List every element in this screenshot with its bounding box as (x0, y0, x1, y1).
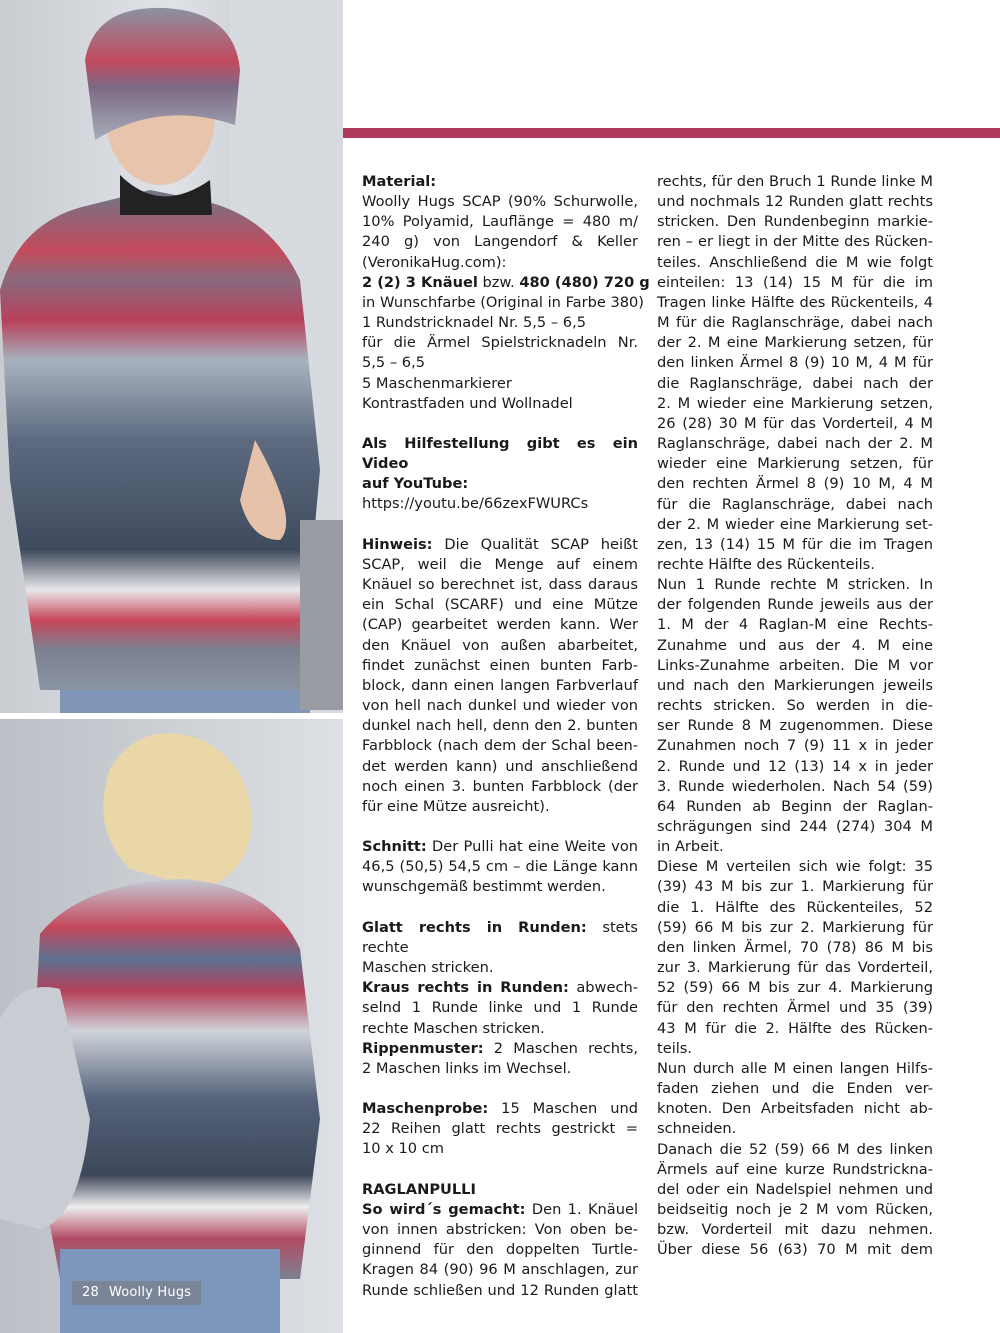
text-line: (59) 66 M bis zur 2. Markierung für (657, 918, 933, 936)
text-fragment: Die Qualität SCAP heißt (432, 535, 638, 553)
text-line: Raglanschräge, dabei nach der 2. M (657, 435, 933, 453)
amount-skeins: 2 (2) 3 Knäuel (362, 273, 478, 291)
text-line: Nun durch alle M einen langen Hilfs- (657, 1059, 933, 1077)
text-line: 10% Polyamid, Lauflänge = 480 m/ (362, 213, 638, 231)
text-line: Maschen stricken. (362, 959, 494, 977)
page-number: 28 (82, 1285, 99, 1300)
magazine-name: Woolly Hugs (108, 1285, 192, 1300)
text-line: stricken. Den Rundenbeginn markie- (657, 213, 933, 231)
text-line: rechte Hälfte des Rückenteils. (657, 555, 875, 573)
text-line: für die Raglanschräge, dabei nach (657, 495, 933, 513)
section-heading: Glatt rechts in Runden: (362, 918, 587, 936)
text-line (362, 1099, 638, 1119)
section-material (362, 172, 638, 273)
text-line: der folgenden Runde jeweils aus der (657, 596, 933, 614)
section-kraus-rechts (362, 978, 638, 1038)
text-line: für eine Mütze ausreicht). (362, 797, 550, 815)
text-line: rechte Maschen stricken. (362, 1019, 545, 1037)
text-line: 5 Maschenmarkierer (362, 374, 512, 392)
text-line: von hell nach dunkel und wieder von (362, 697, 638, 715)
text-line: Farbblock (nach dem der Schal been- (362, 737, 638, 755)
text-line: Zunahme und aus der 4. M eine (657, 636, 933, 654)
text-line: Knäuel so berechnet ist, dass daraus (362, 576, 638, 594)
section-heading: auf YouTube: (362, 475, 469, 493)
text-line: wunschgemäß bestimmt werden. (362, 878, 606, 896)
text-line: 240 g) von Langendorf & Keller (362, 233, 638, 251)
text-line: 2. Runde und 12 (13) 14 x in jeder (657, 757, 933, 775)
text-line: selnd 1 Runde linke und 1 Runde (362, 999, 638, 1017)
text-line: und nach den Markierungen jeweils (657, 676, 933, 694)
amount-grams: 480 (480) 720 g (519, 273, 650, 291)
text-line: teiles. Anschließend die M wie folgt (657, 253, 933, 271)
section-heading: Maschenprobe: (362, 1100, 489, 1118)
text-line: ein Schal (SCARF) und eine Mütze (362, 596, 638, 614)
text-line: Kontrastfaden und Wollnadel (362, 394, 573, 412)
section-amount (362, 273, 650, 414)
photo-front-illustration (0, 0, 343, 713)
text-line: SCAP, weil die Menge auf einem (362, 555, 638, 573)
text-line: 22 Reihen glatt rechts gestrickt = (362, 1120, 638, 1138)
photo-column (0, 0, 343, 1333)
section-heading: Als Hilfestellung gibt es ein Video (362, 435, 638, 473)
text-line: den linken Ärmel, 70 (78) 86 M bis (657, 938, 933, 956)
section-raglanpulli (362, 1180, 638, 1301)
text-line: 2. M wieder eine Markierung setzen, (657, 394, 933, 412)
text-line: del oder ein Nadelspiel nehmen und (657, 1180, 933, 1198)
text-line: 46,5 (50,5) 54,5 cm – die Länge kann (362, 858, 638, 876)
text-line: Danach die 52 (59) 66 M des linken (657, 1140, 933, 1158)
text-line: die 1. Hälfte des Rückenteiles, 52 (657, 898, 933, 916)
page-folio (72, 1281, 201, 1305)
text-line: M für die Raglanschräge, dabei nach (657, 314, 933, 332)
text-line: Kragen 84 (90) 96 M anschlagen, zur (362, 1261, 638, 1279)
text-column-left (362, 172, 650, 1301)
text-line: schneiden. (657, 1120, 737, 1138)
text-line: ginnend für den doppelten Turtle- (362, 1241, 638, 1259)
text-line: Tragen linke Hälfte des Rückenteils, 4 (657, 293, 933, 311)
text-line: zen, 13 (14) 15 M für die im Tragen (657, 535, 933, 553)
section-video (362, 434, 638, 515)
accent-bar (343, 128, 1000, 138)
text-line: rechts stricken. So werden in die- (657, 697, 933, 715)
section-heading: Schnitt: (362, 838, 427, 856)
text-line: und nochmals 12 Runden glatt rechts (657, 193, 933, 211)
text-line: ser Runde 8 M zugenommen. Diese (657, 717, 933, 735)
text-line: Über diese 56 (63) 70 M mit dem (657, 1241, 933, 1259)
section-hinweis (362, 535, 638, 817)
text-line: Diese M verteilen sich wie folgt: 35 (657, 858, 933, 876)
text-line: block, dann einen langen Farbverlauf (362, 676, 638, 694)
text-fragment: abwech- (568, 979, 638, 997)
text-line: 26 (28) 30 M für das Vorderteil, 4 M (657, 414, 933, 432)
section-heading: So wird´s gemacht: (362, 1200, 526, 1218)
section-heading: Material: (362, 173, 437, 190)
text-fragment: stets rechte (362, 918, 638, 956)
text-line: 43 M für die 2. Hälfte des Rücken- (657, 1019, 933, 1037)
text-line: bzw. Vorderteil mit dazu nehmen. (657, 1221, 933, 1239)
text-line: von innen abstricken: Von oben be- (362, 1221, 638, 1239)
text-line: 3. Runde wiederholen. Nach 54 (59) (657, 777, 933, 795)
text-fragment: Den 1. Knäuel (525, 1200, 638, 1218)
text-line: det werden kann) und anschließend (362, 757, 638, 775)
text-line: den Knäuel von außen abarbeitet, (362, 636, 638, 654)
text-line: Runde schließen und 12 Runden glatt (362, 1281, 638, 1299)
text-line: 1. M der 4 Raglan-M eine Rechts- (657, 616, 933, 634)
section-heading: Hinweis: (362, 535, 433, 553)
video-link[interactable]: https://youtu.be/66zexFWURCs (362, 495, 589, 513)
text-line: den linken Ärmel 8 (9) 10 M, 4 M für (657, 354, 933, 372)
text-line: noch einen 3. bunten Farbblock (der (362, 777, 638, 795)
text-line (362, 1039, 638, 1059)
text-line: in Wunschfarbe (Original in Farbe 380) (362, 293, 644, 311)
text-line: Ärmels auf eine kurze Rundstrickna- (657, 1160, 933, 1178)
text-line: den rechten Ärmel 8 (9) 10 M, 4 M (657, 475, 933, 493)
text-line: 5,5 – 6,5 (362, 354, 425, 372)
text-line: rechts, für den Bruch 1 Runde linke M (657, 173, 933, 190)
text-fragment: Der Pulli hat eine Weite von (426, 838, 638, 856)
text-line: in Arbeit. (657, 838, 724, 856)
text-line (362, 535, 638, 555)
text-line: der 2. M eine Markierung setzen, für (657, 334, 933, 352)
section-glatt-rechts (362, 918, 638, 978)
amount-connector: bzw. (477, 273, 520, 291)
photo-back-view (0, 719, 343, 1333)
text-line: 10 x 10 cm (362, 1140, 444, 1158)
text-line: einteilen: 13 (14) 15 M für die im (657, 273, 933, 291)
text-line: Links-Zunahme arbeiten. Die M vor (657, 656, 933, 674)
text-line: schrägungen sind 244 (274) 304 M (657, 818, 933, 835)
text-line: der 2. M wieder eine Markierung set- (657, 515, 933, 533)
text-line: teils. (657, 1039, 693, 1057)
text-line: ren – er liegt in der Mitte des Rücken- (657, 233, 933, 251)
text-line: beidseitig noch je 2 M vom Rücken, (657, 1200, 933, 1218)
text-line: findet zunächst einen bunten Farb- (362, 656, 638, 674)
text-line: zur 3. Markierung für das Vorderteil, (657, 959, 933, 977)
text-line (362, 837, 638, 857)
text-line: (CAP) gearbeitet werden kann. Wer (362, 616, 638, 634)
text-line: dunkel nach hell, denn den 2. bunten (362, 717, 638, 735)
text-line: für den rechten Ärmel und 35 (39) (657, 999, 933, 1017)
text-line: faden ziehen und die Enden ver- (657, 1080, 933, 1098)
section-title: RAGLANPULLI (362, 1180, 476, 1198)
section-heading: Rippenmuster: (362, 1039, 484, 1057)
photo-front-view (0, 0, 343, 713)
section-heading: Kraus rechts in Runden: (362, 979, 569, 997)
text-line: knoten. Den Arbeitsfaden nicht ab- (657, 1100, 933, 1118)
text-line: (39) 43 M bis zur 1. Markierung für (657, 878, 933, 896)
text-line: die Raglanschräge, dabei nach der (657, 374, 933, 392)
text-line: 2 Maschen links im Wechsel. (362, 1059, 572, 1077)
text-line: Nun 1 Runde rechte M stricken. In (657, 576, 933, 594)
text-fragment: 15 Maschen und (488, 1100, 638, 1118)
text-line: für die Ärmel Spielstricknadeln Nr. (362, 334, 638, 352)
text-line: Zunahmen noch 7 (9) 11 x in jeder (657, 737, 933, 755)
text-line: (VeronikaHug.com): (362, 253, 507, 271)
text-line (362, 273, 650, 293)
text-line (362, 918, 638, 958)
text-line: Woolly Hugs SCAP (90% Schurwolle, (362, 193, 638, 211)
text-line: 52 (59) 66 M bis zur 4. Markierung (657, 979, 933, 997)
text-line: 64 Runden ab Beginn der Raglan- (657, 797, 933, 815)
text-line (362, 1200, 638, 1220)
text-line (362, 978, 638, 998)
section-rippenmuster (362, 1039, 638, 1079)
section-maschenprobe (362, 1099, 638, 1159)
photo-back-illustration (0, 719, 343, 1333)
text-line: wieder eine Markierung setzen, für (657, 455, 933, 473)
text-fragment: 2 Maschen rechts, (483, 1039, 638, 1057)
text-column-right (657, 172, 933, 1260)
text-line: 1 Rundstricknadel Nr. 5,5 – 6,5 (362, 314, 587, 332)
section-schnitt (362, 837, 638, 897)
